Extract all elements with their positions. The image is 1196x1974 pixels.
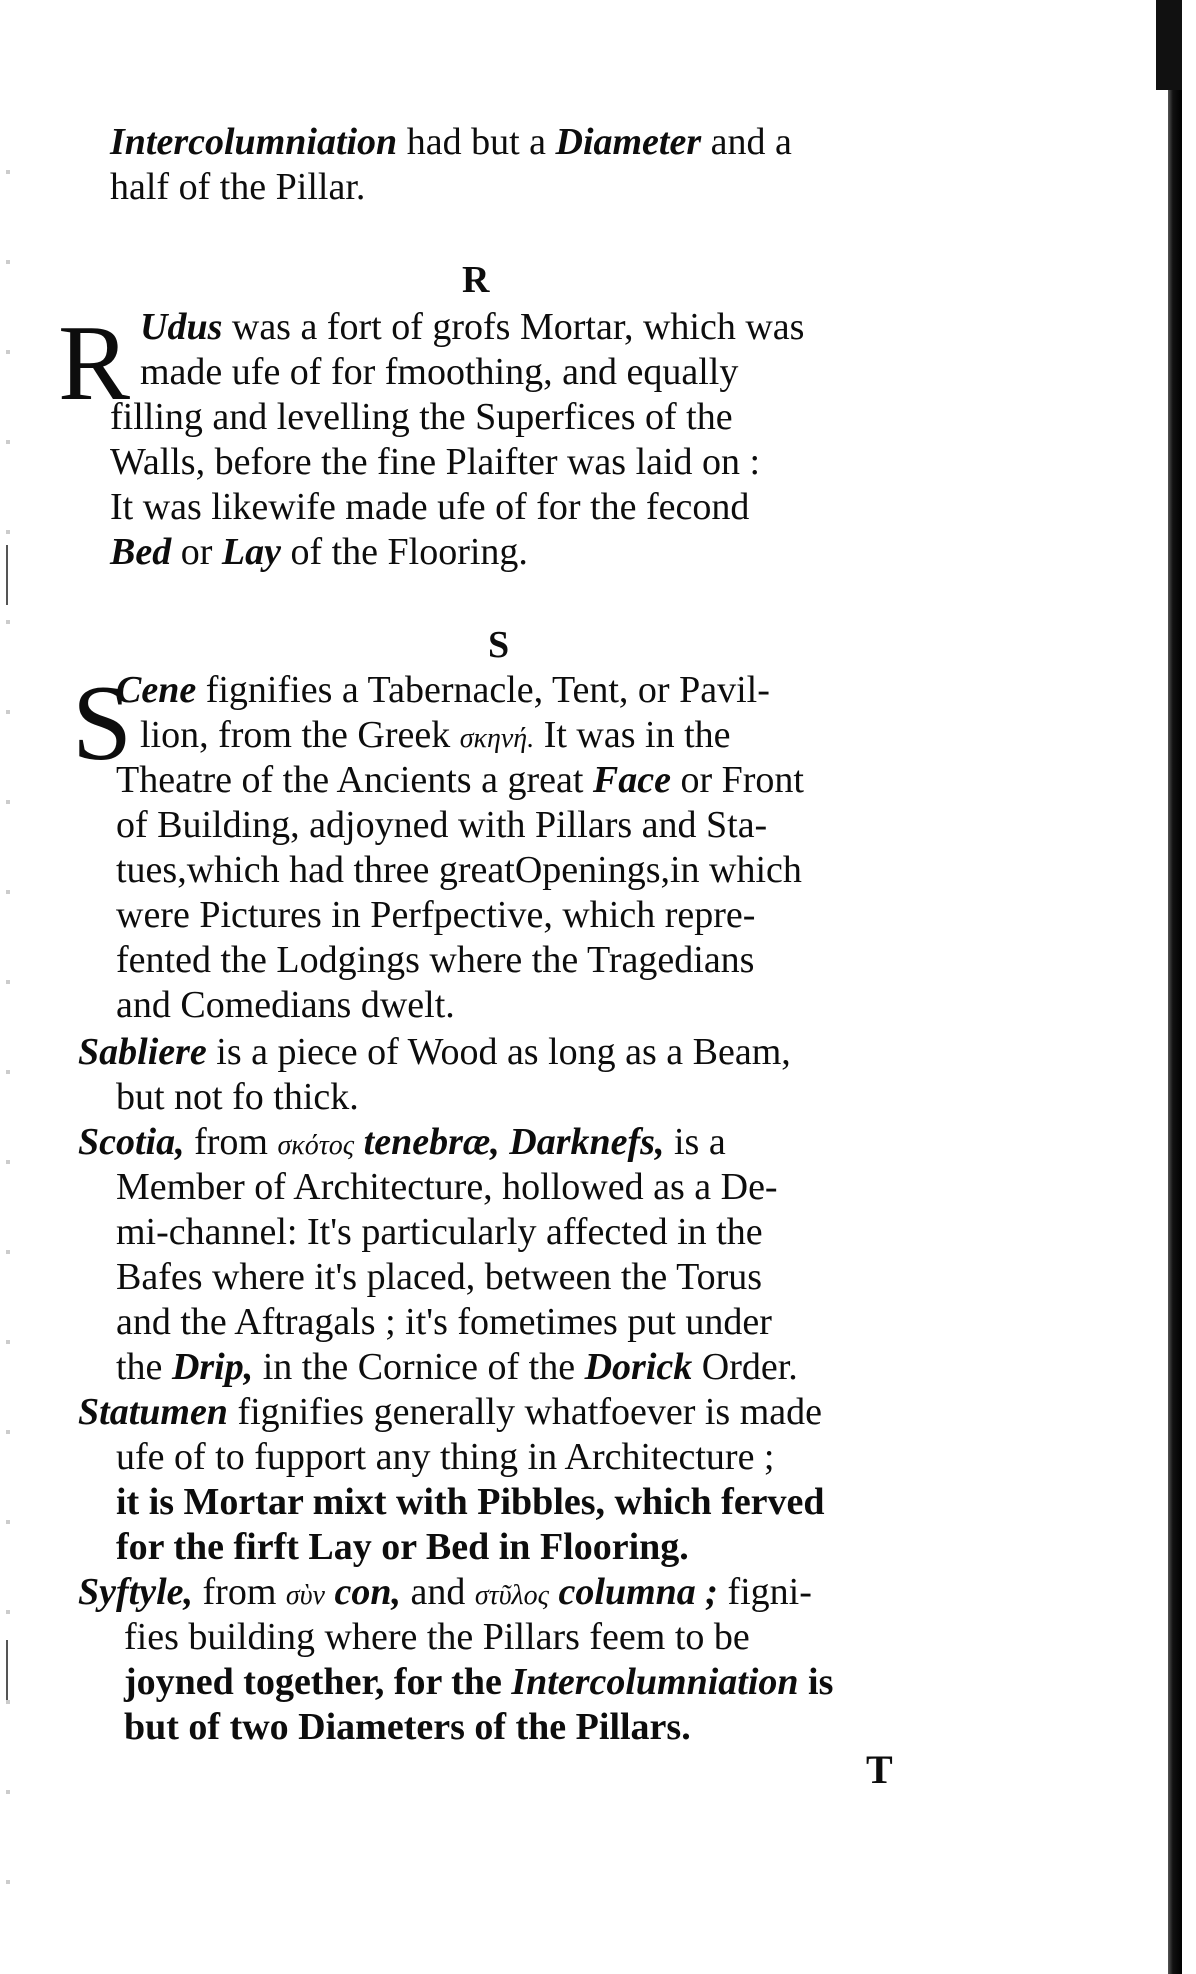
entry-systyle: Syftyle, from σὺν con, and στῦλος columna ; figni- xyxy=(78,1571,812,1613)
greek-word: σκηνή. xyxy=(459,723,535,754)
entry-scene: Cene fignifies a Tabernacle, Tent, or Pavil- xyxy=(116,669,770,711)
text-line: half of the Pillar. xyxy=(110,166,366,208)
text-line: of Building, adjoyned with Pillars and Sta- xyxy=(116,804,768,846)
text-line: made ufe of for fmoothing, and equally xyxy=(140,351,739,393)
text-line: It was likewife made ufe of for the fecond xyxy=(110,486,750,528)
text-line: joyned together, for the Intercolumniation is xyxy=(124,1661,834,1703)
text-line: were Pictures in Perfpective, which repre- xyxy=(116,894,756,936)
text-line: Udus was a fort of grofs Mortar, which was xyxy=(140,306,805,348)
entry-scotia: Scotia, from σκότος tenebræ, Darknefs, is a xyxy=(78,1121,726,1163)
text-line: Bed or Lay of the Flooring. xyxy=(110,531,528,573)
text-line: Bafes where it's placed, between the Torus xyxy=(116,1256,763,1298)
greek-word: σὺν xyxy=(285,1580,325,1611)
italic-term: Intercolumniation xyxy=(110,121,398,163)
text-line: Theatre of the Ancients a great Face or Front xyxy=(116,759,804,801)
italic-term: Udus xyxy=(140,306,223,348)
greek-word: σκότος xyxy=(277,1130,355,1161)
text-line: but of two Diameters of the Pillars. xyxy=(124,1706,691,1748)
text-line: tues,which had three greatOpenings,in which xyxy=(116,849,802,891)
page-gutter-edge xyxy=(1168,0,1182,1974)
text-line: and the Aftragals ; it's fometimes put under xyxy=(116,1301,772,1343)
greek-word: στῦλος xyxy=(474,1580,550,1611)
section-heading-r: R xyxy=(462,259,490,301)
margin-rule-mark xyxy=(6,545,8,605)
italic-term: Diameter xyxy=(555,121,702,163)
text-line: for the firft Lay or Bed in Flooring. xyxy=(116,1526,689,1568)
drop-cap-r: R xyxy=(58,304,131,423)
text-line: fented the Lodgings where the Tragedians xyxy=(116,939,755,981)
entry-sabliere: Sabliere is a piece of Wood as long as a Beam, xyxy=(78,1031,791,1073)
text-line: lion, from the Greek σκηνή. It was in the xyxy=(140,714,731,756)
entry-statumen: Statumen fignifies generally whatfoever is made xyxy=(78,1391,822,1433)
text-line: filling and levelling the Superfices of the xyxy=(110,396,733,438)
text-line: ufe of to fupport any thing in Architecture ; xyxy=(116,1436,775,1478)
page-gutter-shadow xyxy=(1156,0,1182,90)
text-line: Walls, before the fine Plaifter was laid on : xyxy=(110,441,761,483)
margin-rule-mark xyxy=(6,1640,8,1700)
text-line: Intercolumniation had but a Diameter and a xyxy=(110,121,792,163)
section-heading-s: S xyxy=(488,624,510,666)
text-line: it is Mortar mixt with Pibbles, which ferved xyxy=(116,1481,825,1523)
text-line: fies building where the Pillars feem to be xyxy=(124,1616,750,1658)
text-line: Member of Architecture, hollowed as a De- xyxy=(116,1166,778,1208)
drop-cap-s: S xyxy=(72,664,133,783)
text-line: and Comedians dwelt. xyxy=(116,984,455,1026)
text-line: mi-channel: It's particularly affected in the xyxy=(116,1211,763,1253)
catchword: T xyxy=(866,1747,893,1792)
text-line: but not fo thick. xyxy=(116,1076,359,1118)
text-line: the Drip, in the Cornice of the Dorick Order. xyxy=(116,1346,798,1388)
